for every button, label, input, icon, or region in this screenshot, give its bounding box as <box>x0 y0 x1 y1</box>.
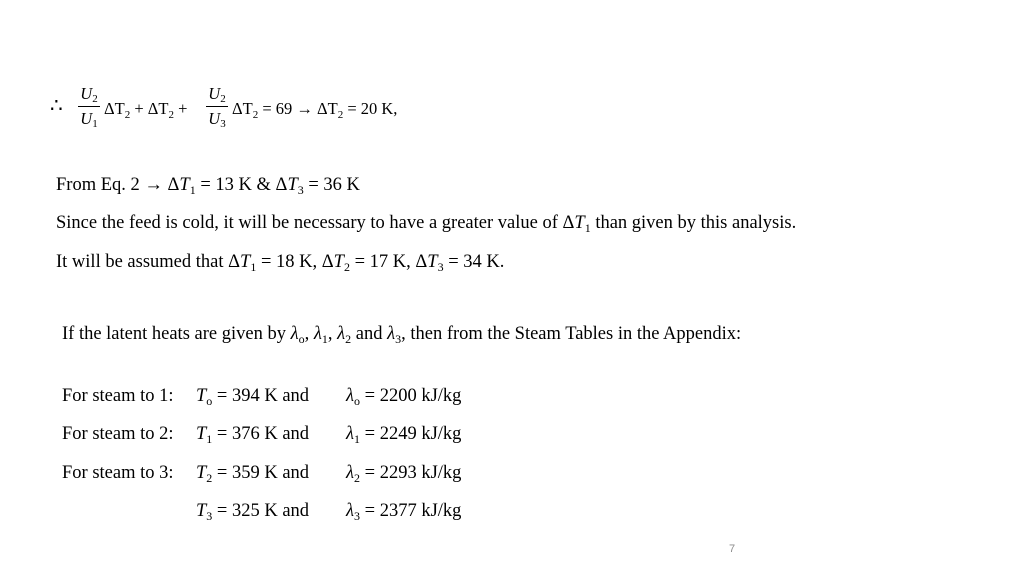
line-feed-cold: Since the feed is cold, it will be necessary to have a greater value of $\Delta T_1$ than given by this analysis. <box>56 213 797 235</box>
steam-row-latent-heat: $\lambda_1 = 2249$ kJ/kg <box>346 424 462 446</box>
equation-result: $\Delta T_2 = 69 \to \Delta T_2 = 20$ K, <box>232 99 398 121</box>
steam-row-label: For steam to 3: <box>62 463 174 483</box>
line-latent-heats: If the latent heats are given by $\lambda_o$, $\lambda_1$, $\lambda_2$ and $\lambda_3$, then from the Steam Tables in the Appendix: <box>62 324 742 346</box>
fraction-bar <box>206 106 228 107</box>
steam-row-temperature: $T_1 = 376$ K and <box>196 424 310 446</box>
fraction-u2-over-u3: $U_2$ $U_3$ <box>206 84 228 129</box>
frac1-numerator: U <box>80 84 93 103</box>
fraction-u2-over-u1: $U_2$ $U_1$ <box>78 84 100 129</box>
line-assumed: It will be assumed that $\Delta T_1 = 18$ K, $\Delta T_2 = 17$ K, $\Delta T_3 = 34$ K. <box>56 252 505 274</box>
fraction-bar <box>78 106 100 107</box>
steam-row-latent-heat: $\lambda_o = 2200$ kJ/kg <box>346 386 462 408</box>
steam-row-label: For steam to 2: <box>62 424 174 444</box>
steam-row-temperature: $T_3 = 325$ K and <box>196 501 310 523</box>
line-from-eq2: From Eq. $2 \to \Delta T_1 = 13$ K & $\Delta T_3 = 36$ K <box>56 175 360 197</box>
steam-row-temperature: $T_2 = 359$ K and <box>196 463 310 485</box>
steam-row-latent-heat: $\lambda_3 = 2377$ kJ/kg <box>346 501 462 523</box>
frac2-denominator: U <box>208 109 221 128</box>
frac1-denominator: U <box>80 109 93 128</box>
page-number: 7 <box>729 543 736 555</box>
steam-row-temperature: $T_o = 394$ K and <box>196 386 310 408</box>
steam-row-latent-heat: $\lambda_2 = 2293$ kJ/kg <box>346 463 462 485</box>
frac2-numerator: U <box>208 84 221 103</box>
therefore-symbol: ∴ <box>50 95 63 117</box>
steam-row-label: For steam to 1: <box>62 386 174 406</box>
equation-term-1: $\Delta T_2 + \Delta T_2$ + <box>104 99 188 121</box>
